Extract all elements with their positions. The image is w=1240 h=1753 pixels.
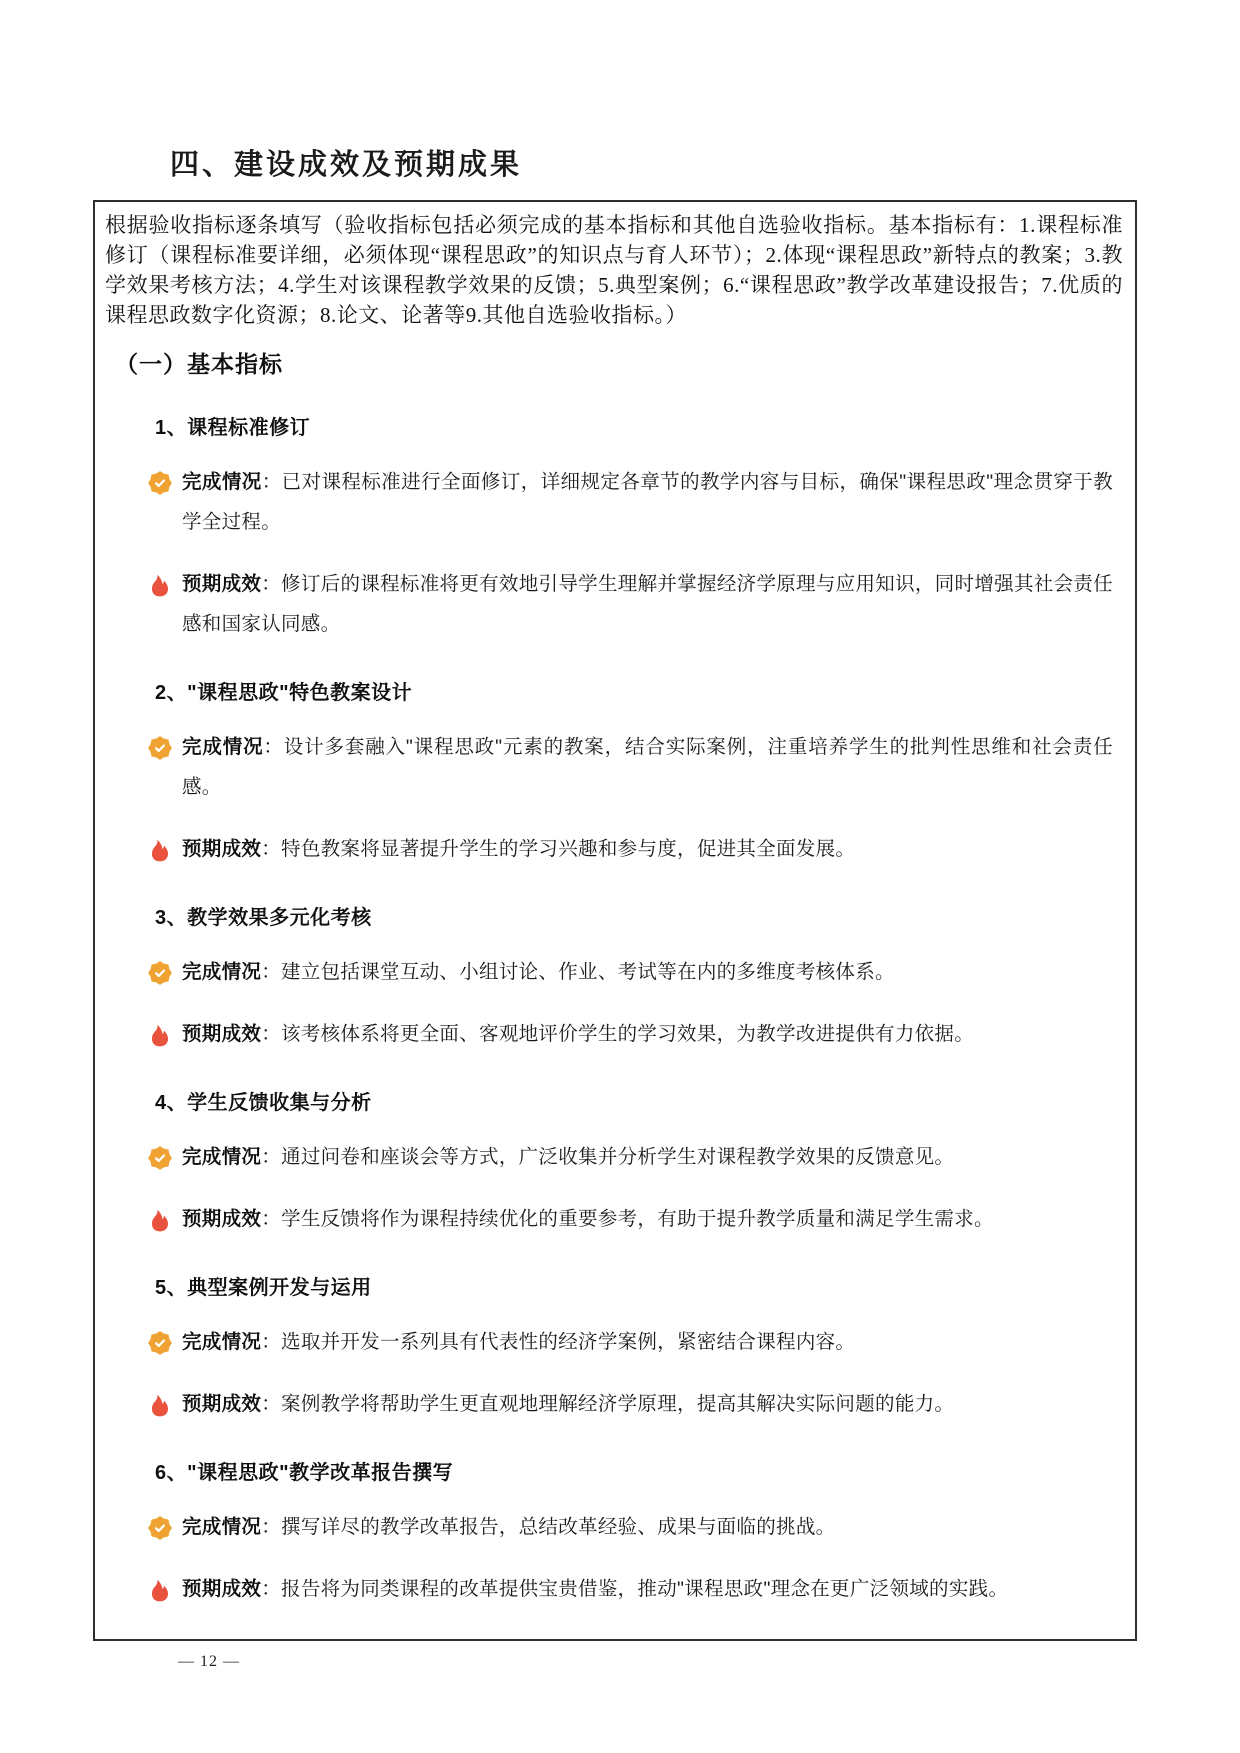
completion-text: 建立包括课堂互动、小组讨论、作业、考试等在内的多维度考核体系。	[281, 961, 895, 983]
expected-paragraph	[182, 1199, 994, 1239]
indicator-item	[105, 1271, 1123, 1424]
completion-colon: ：	[261, 1516, 282, 1538]
expected-colon: ：	[261, 1208, 282, 1230]
completion-text: 选取并开发一系列具有代表性的经济学案例，紧密结合课程内容。	[281, 1331, 856, 1353]
indicator-item	[105, 411, 1123, 644]
completion-text: 已对课程标准进行全面修订，详细规定各章节的教学内容与目标，确保"课程思政"理念贯穿于教学全过程。	[182, 471, 1114, 533]
expected-label: 预期成效	[182, 573, 262, 595]
completion-colon: ：	[263, 736, 284, 758]
expected-colon: ：	[261, 1578, 282, 1600]
completion-colon: ：	[261, 471, 282, 493]
completion-text: 通过问卷和座谈会等方式，广泛收集并分析学生对课程教学效果的反馈意见。	[281, 1146, 955, 1168]
completion-row	[147, 952, 1123, 992]
completion-row	[147, 1322, 1123, 1362]
completion-colon: ：	[261, 961, 282, 983]
expected-colon: ：	[261, 838, 282, 860]
indicator-heading: 6、"课程思政"教学改革报告撰写	[155, 1462, 454, 1484]
expected-row	[147, 829, 1123, 869]
intro-paragraph: 根据验收指标逐条填写（验收指标包括必须完成的基本指标和其他自选验收指标。基本指标有：1.课程标准修订（课程标准要详细，必须体现“课程思政”的知识点与育人环节）；2.体现“课程思政”新特点的教案；3.教学效果考核方法；4.学生对该课程教学效果的反馈；5.典型案例；6.“课程思政”教学改革建设报告；7.优质的课程思政数字化资源；8.论文、论著等9.其他自选验收指标。）	[105, 213, 1123, 327]
completion-label: 完成情况	[182, 1146, 262, 1168]
expected-row	[147, 564, 1123, 644]
expected-text: 修订后的课程标准将更有效地引导学生理解并掌握经济学原理与应用知识，同时增强其社会责任感和国家认同感。	[182, 573, 1113, 635]
badge-check-icon	[147, 960, 173, 986]
expected-label: 预期成效	[182, 1393, 262, 1415]
completion-row	[147, 462, 1123, 542]
indicator-item	[105, 901, 1123, 1054]
expected-row	[147, 1569, 1123, 1609]
expected-colon: ：	[261, 573, 282, 595]
expected-text: 案例教学将帮助学生更直观地理解经济学原理，提高其解决实际问题的能力。	[281, 1393, 955, 1415]
completion-row	[147, 1137, 1123, 1177]
page-number: — 12 —	[178, 1653, 240, 1670]
indicator-list	[105, 411, 1123, 1609]
badge-check-icon	[147, 1515, 173, 1541]
flame-icon	[147, 1022, 173, 1048]
completion-label: 完成情况	[182, 1331, 262, 1353]
expected-paragraph	[182, 564, 1113, 644]
expected-text: 学生反馈将作为课程持续优化的重要参考，有助于提升教学质量和满足学生需求。	[281, 1208, 994, 1230]
indicator-heading: 2、"课程思政"特色教案设计	[155, 682, 413, 704]
section-header-basic-indicators: （一）基本指标	[115, 351, 283, 377]
expected-row	[147, 1384, 1123, 1424]
expected-label: 预期成效	[182, 1578, 262, 1600]
completion-label: 完成情况	[182, 961, 262, 983]
expected-colon: ：	[261, 1023, 282, 1045]
expected-label: 预期成效	[182, 1208, 262, 1230]
page-title: 四、建设成效及预期成果	[170, 149, 523, 181]
badge-check-icon	[147, 1330, 173, 1356]
completion-colon: ：	[261, 1146, 282, 1168]
expected-paragraph	[182, 1569, 1008, 1609]
completion-paragraph	[182, 1507, 835, 1547]
indicator-heading: 5、典型案例开发与运用	[155, 1277, 372, 1299]
indicator-heading: 3、教学效果多元化考核	[155, 907, 372, 929]
completion-row	[147, 1507, 1123, 1547]
completion-text: 设计多套融入"课程思政"元素的教案，结合实际案例，注重培养学生的批判性思维和社会责任感。	[182, 736, 1113, 798]
indicator-item	[105, 676, 1123, 869]
expected-paragraph	[182, 1384, 954, 1424]
expected-row	[147, 1014, 1123, 1054]
flame-icon	[147, 1577, 173, 1603]
completion-label: 完成情况	[182, 1516, 262, 1538]
expected-row	[147, 1199, 1123, 1239]
badge-check-icon	[147, 1145, 173, 1171]
expected-label: 预期成效	[182, 838, 262, 860]
expected-paragraph	[182, 829, 855, 869]
completion-label: 完成情况	[182, 471, 262, 493]
indicator-heading: 4、学生反馈收集与分析	[155, 1092, 372, 1114]
expected-text: 该考核体系将更全面、客观地评价学生的学习效果，为教学改进提供有力依据。	[281, 1023, 975, 1045]
content-table	[93, 200, 1137, 1641]
completion-label: 完成情况	[182, 736, 264, 758]
indicator-item	[105, 1086, 1123, 1239]
completion-paragraph	[182, 1322, 855, 1362]
expected-paragraph	[182, 1014, 974, 1054]
indicator-item	[105, 1456, 1123, 1609]
expected-label: 预期成效	[182, 1023, 262, 1045]
expected-text: 特色教案将显著提升学生的学习兴趣和参与度，促进其全面发展。	[281, 838, 856, 860]
indicator-heading: 1、课程标准修订	[155, 417, 311, 439]
completion-paragraph	[182, 462, 1113, 542]
flame-icon	[147, 1207, 173, 1233]
completion-text: 撰写详尽的教学改革报告，总结改革经验、成果与面临的挑战。	[281, 1516, 836, 1538]
completion-paragraph	[182, 1137, 954, 1177]
flame-icon	[147, 837, 173, 863]
flame-icon	[147, 572, 173, 598]
expected-colon: ：	[261, 1393, 282, 1415]
badge-check-icon	[147, 470, 173, 496]
completion-paragraph	[182, 727, 1113, 807]
flame-icon	[147, 1392, 173, 1418]
completion-row	[147, 727, 1123, 807]
completion-colon: ：	[261, 1331, 282, 1353]
expected-text: 报告将为同类课程的改革提供宝贵借鉴，推动"课程思政"理念在更广泛领域的实践。	[281, 1578, 1009, 1600]
badge-check-icon	[147, 735, 173, 761]
completion-paragraph	[182, 952, 895, 992]
